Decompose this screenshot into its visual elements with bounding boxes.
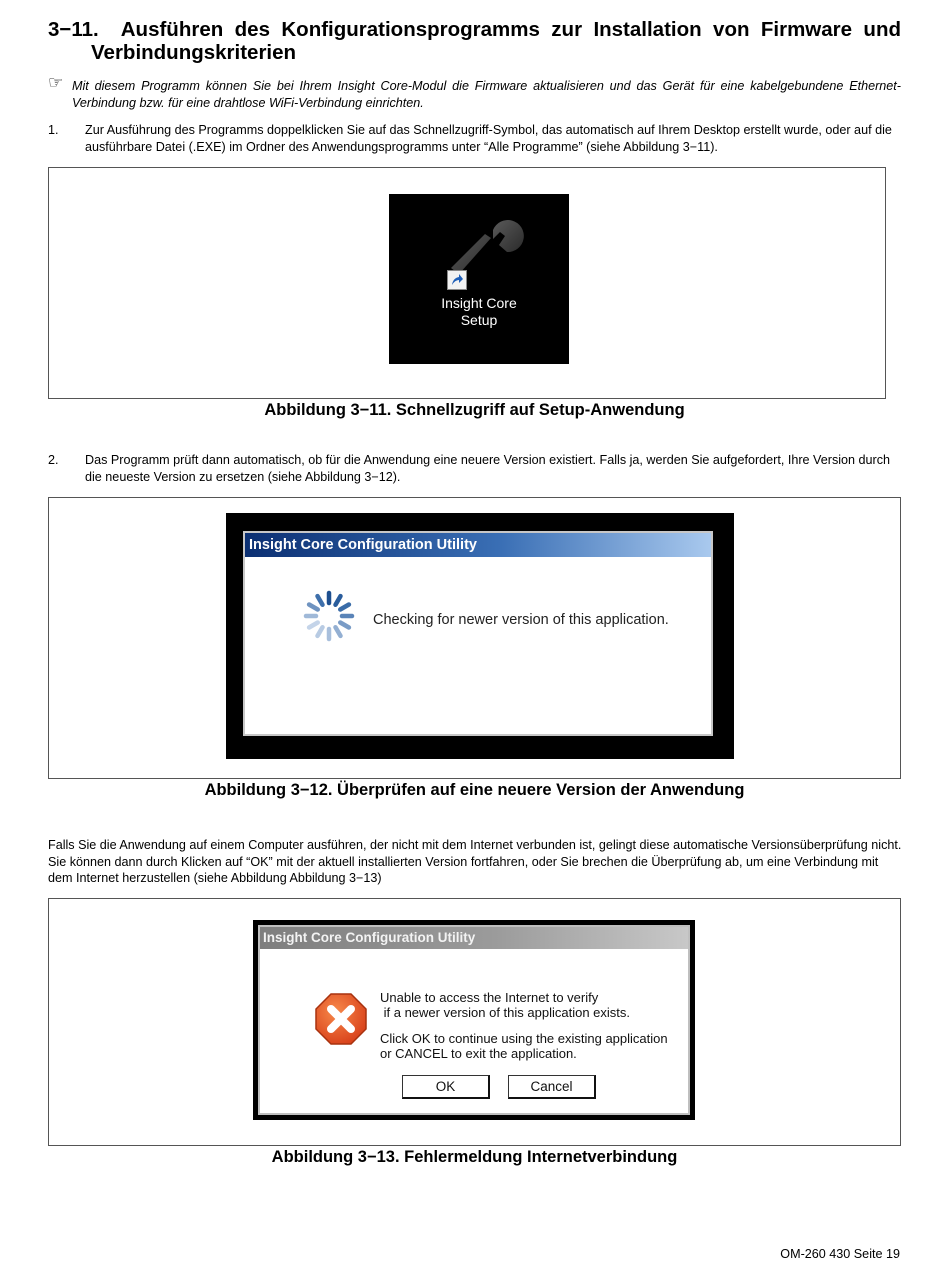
- figure-3-13-caption: Abbildung 3−13. Fehlermeldung Internetverbindung: [271, 1148, 678, 1166]
- step-text: Zur Ausführung des Programms doppelklicken Sie auf das Schnellzugriff-Symbol, das automatisch auf Ihrem Desktop erstellt wurde, oder auf die ausführbare Datei (.EXE) im Ordner des Anwendungsprogramms unter “Alle Programme” (siehe Abbildung 3−11).: [85, 123, 892, 154]
- error-icon: [315, 993, 367, 1045]
- section-title-line1: Ausführen des Konfigurationsprogramms zur Installation von Firmware und: [120, 18, 901, 41]
- step-number: 2.: [48, 453, 59, 467]
- error-message-line4: or CANCEL to exit the application.: [380, 1046, 577, 1061]
- note-text: Mit diesem Programm können Sie bei Ihrem Insight Core-Modul die Firmware aktualisieren und das Gerät für eine kabelgebundene Ethernet-Verbindung bzw. für eine drahtlose WiFi-Verbindung einrichten.: [72, 79, 901, 110]
- section-title-line2: Verbindungskriterien: [91, 41, 297, 64]
- step-text: Das Programm prüft dann automatisch, ob für die Anwendung eine neuere Version existiert. Falls ja, werden Sie aufgefordert, Ihre Version durch die neueste Version zu ersetzen (siehe Abbildung 3−12).: [85, 453, 891, 484]
- step-number: 1.: [48, 123, 59, 137]
- offline-paragraph: Falls Sie die Anwendung auf einem Computer ausführen, der nicht mit dem Internet verbunden ist, gelingt diese automatische Versionsüberprüfung nicht. Sie können dann durch Klicken auf “OK” mit der aktuell installierten Version fortfahren, oder Sie brechen die Überprüfung ab, um eine Verbindung mit dem Internet herzustellen (siehe Abbildung Abbildung 3−13): [48, 838, 902, 885]
- figure-3-12-caption: Abbildung 3−12. Überprüfen auf eine neuere Version der Anwendung: [204, 781, 745, 799]
- page-footer: OM-260 430 Seite 19: [780, 1247, 900, 1261]
- section-heading: [48, 18, 901, 64]
- dialog-titlebar: Insight Core Configuration Utility: [245, 533, 711, 557]
- internet-error-dialog: [258, 925, 690, 1115]
- error-message-line1: Unable to access the Internet to verify: [380, 990, 599, 1005]
- shortcut-arrow-icon: [447, 270, 467, 290]
- update-check-screenshot: [226, 513, 734, 759]
- ok-button[interactable]: OK: [402, 1075, 490, 1099]
- dialog-titlebar: Insight Core Configuration Utility: [260, 927, 688, 949]
- wrench-icon: [389, 194, 569, 294]
- shortcut-label: Insight Core Setup: [441, 295, 517, 328]
- update-check-dialog: [243, 531, 713, 736]
- update-check-message: Checking for newer version of this application.: [373, 612, 669, 628]
- desktop-shortcut[interactable]: [389, 194, 569, 364]
- pointing-hand-icon: ☞: [48, 73, 64, 92]
- figure-3-11-caption: Abbildung 3−11. Schnellzugriff auf Setup-Anwendung: [264, 401, 685, 419]
- error-message-line2: if a newer version of this application exists.: [380, 1005, 631, 1020]
- step-2: [48, 452, 904, 485]
- error-message-line3: Click OK to continue using the existing application: [380, 1031, 668, 1046]
- section-number: 3−11.: [48, 18, 99, 41]
- loading-spinner-icon: [301, 588, 357, 644]
- internet-error-screenshot: [253, 920, 695, 1120]
- note: [48, 73, 901, 111]
- cancel-button[interactable]: Cancel: [508, 1075, 596, 1099]
- step-1: [48, 122, 904, 155]
